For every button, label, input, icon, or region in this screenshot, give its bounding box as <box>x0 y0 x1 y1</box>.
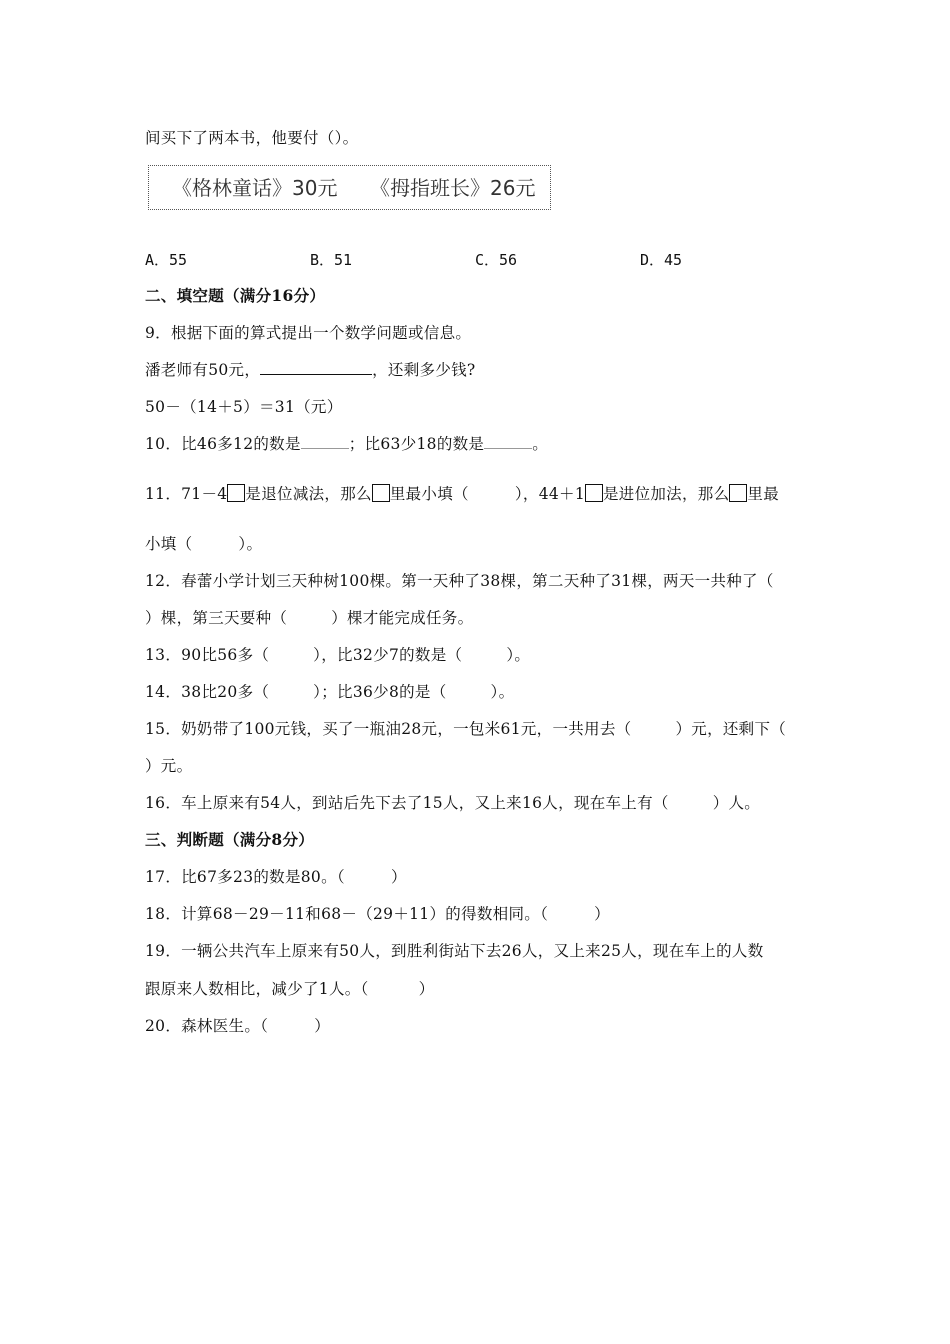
q18-text-a: 18．计算68－29－11和68－（29＋11）的得数相同。（ <box>145 905 549 923</box>
q15-text-b: ）元，还剩下（ <box>675 720 787 738</box>
q11-text-h: ）。 <box>238 535 263 553</box>
question-14 <box>145 682 514 702</box>
q10-text-c: 。 <box>532 435 549 453</box>
question-9-formula: 50－（14＋5）＝31（元） <box>145 398 343 416</box>
q13-text-a: 13．90比56多（ <box>145 646 270 664</box>
q20-text-b: ） <box>314 1017 330 1035</box>
q11-box-2 <box>372 484 390 502</box>
question-12-line2 <box>145 608 473 628</box>
q15-text-a: 15．奶奶带了100元钱，买了一瓶油28元，一包米61元，一共用去（ <box>145 720 632 738</box>
q10-blank-1[interactable] <box>301 434 349 449</box>
q9-text-b: ，还剩多少钱? <box>372 361 476 379</box>
book-price-grimm: 《格林童话》30元 <box>172 176 338 200</box>
q9-answer-blank[interactable] <box>260 360 372 375</box>
q11-text-b: 是退位减法，那么 <box>245 485 372 503</box>
option-c[interactable]: C．56 <box>475 251 518 269</box>
q16-text-b: ）人。 <box>712 794 761 812</box>
q9-text-a: 潘老师有50元， <box>145 361 261 379</box>
section-judgment-heading: 三、判断题（满分8分） <box>145 830 315 849</box>
question-11-line2 <box>145 534 262 554</box>
question-9: 9．根据下面的算式提出一个数学问题或信息。 <box>145 324 472 342</box>
question-15 <box>145 719 786 739</box>
q19-text-b: ） <box>418 980 435 998</box>
q14-text-a: 14．38比20多（ <box>145 683 270 701</box>
question-12: 12．春蕾小学计划三天种树100棵。第一天种了38棵，第二天种了31棵，两天一共种了（ <box>145 572 774 590</box>
question-20 <box>145 1016 330 1036</box>
question-19: 19．一辆公共汽车上原来有50人，到胜利街站下去26人，又上来25人，现在车上的人数 <box>145 942 764 960</box>
q12-text-a: ）棵，第三天要种（ <box>145 609 288 627</box>
q13-text-b: ），比32少7的数是（ <box>313 646 463 664</box>
price-box <box>148 165 551 210</box>
q17-text-a: 17．比67多23的数是80。（ <box>145 868 345 886</box>
option-a[interactable]: A．55 <box>145 251 188 269</box>
q11-box-3 <box>585 484 603 502</box>
q10-text-a: 10．比46多12的数是 <box>145 435 301 453</box>
q11-text-d: ），44＋1 <box>514 485 585 503</box>
q11-text-f: 里最 <box>747 485 779 503</box>
q10-text-b: ；比63少18的数是 <box>348 435 485 453</box>
q11-text-g: 小填（ <box>145 535 193 553</box>
question-16 <box>145 793 760 813</box>
question-11 <box>145 484 779 504</box>
question-19-line2 <box>145 979 434 999</box>
q10-blank-2[interactable] <box>484 434 532 449</box>
q17-text-b: ） <box>390 868 407 886</box>
q11-text-e: 是进位加法，那么 <box>602 485 730 503</box>
q19-text-a: 跟原来人数相比，减少了1人。（ <box>145 980 369 998</box>
section-fill-in-heading: 二、填空题（满分16分） <box>145 286 326 305</box>
q20-text-a: 20．森林医生。（ <box>145 1017 269 1035</box>
q11-text-c: 里最小填（ <box>389 485 469 503</box>
question-9-line2 <box>145 360 476 380</box>
q13-text-c: ）。 <box>506 646 531 664</box>
book-price-thumb: 《拇指班长》26元 <box>370 176 536 200</box>
q11-text-a: 11．71－4 <box>145 485 228 503</box>
question-13 <box>145 645 530 665</box>
question-17 <box>145 867 407 887</box>
question-15-line2: ）元。 <box>145 757 193 775</box>
q18-text-b: ） <box>594 905 610 923</box>
q12-text-b: ）棵才能完成任务。 <box>331 609 474 627</box>
option-b[interactable]: B．51 <box>310 251 353 269</box>
q14-text-b: ）；比36少8的是（ <box>313 683 447 701</box>
q16-text-a: 16．车上原来有54人，到站后先下去了15人，又上来16人，现在车上有（ <box>145 794 669 812</box>
question-18 <box>145 904 610 924</box>
question-10 <box>145 434 548 454</box>
question-8-tail: 间买下了两本书，他要付（）。 <box>145 129 359 147</box>
option-d[interactable]: D．45 <box>640 251 683 269</box>
q14-text-c: ）。 <box>490 683 515 701</box>
q11-box-1 <box>227 484 245 502</box>
q11-box-4 <box>729 484 747 502</box>
